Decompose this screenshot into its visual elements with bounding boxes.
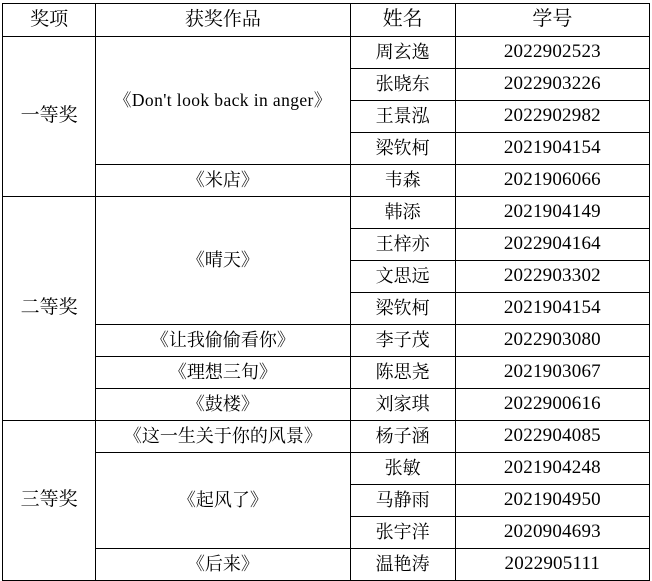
work-cell: 《Don't look back in anger》: [96, 37, 350, 165]
name-cell: 张宇洋: [350, 517, 455, 549]
name-cell: 韦森: [350, 165, 455, 197]
column-header-name: 姓名: [350, 4, 455, 37]
name-cell: 马静雨: [350, 485, 455, 517]
prize-cell-second: 二等奖: [3, 197, 96, 421]
id-cell: 2021904154: [455, 133, 649, 165]
table-row: [3, 165, 650, 197]
work-cell: 《晴天》: [96, 197, 350, 325]
id-cell: 2022905111: [455, 549, 649, 581]
table-row: [3, 197, 650, 229]
id-cell: 2022903080: [455, 325, 649, 357]
name-cell: 文思远: [350, 261, 455, 293]
award-table: [2, 3, 650, 581]
table-row: [3, 453, 650, 485]
column-header-prize: 奖项: [3, 4, 96, 37]
work-cell: 《米店》: [96, 165, 350, 197]
table-row: [3, 37, 650, 69]
id-cell: 2022902523: [455, 37, 649, 69]
id-cell: 2022902982: [455, 101, 649, 133]
work-cell: 《让我偷偷看你》: [96, 325, 350, 357]
name-cell: 李子茂: [350, 325, 455, 357]
table-row: [3, 421, 650, 453]
prize-cell-third: 三等奖: [3, 421, 96, 581]
name-cell: 张敏: [350, 453, 455, 485]
id-cell: 2022903226: [455, 69, 649, 101]
name-cell: 张晓东: [350, 69, 455, 101]
id-cell: 2022904164: [455, 229, 649, 261]
column-header-id: 学号: [455, 4, 649, 37]
id-cell: 2021903067: [455, 357, 649, 389]
name-cell: 梁钦柯: [350, 293, 455, 325]
id-cell: 2022900616: [455, 389, 649, 421]
name-cell: 王景泓: [350, 101, 455, 133]
id-cell: 2022903302: [455, 261, 649, 293]
table-body: [3, 37, 650, 581]
work-cell: 《这一生关于你的风景》: [96, 421, 350, 453]
table-header: [3, 4, 650, 37]
id-cell: 2021904950: [455, 485, 649, 517]
column-header-work: 获奖作品: [96, 4, 350, 37]
work-cell: 《起风了》: [96, 453, 350, 549]
prize-cell-first: 一等奖: [3, 37, 96, 197]
table-row: [3, 549, 650, 581]
id-cell: 2022904085: [455, 421, 649, 453]
name-cell: 周玄逸: [350, 37, 455, 69]
name-cell: 温艳涛: [350, 549, 455, 581]
name-cell: 梁钦柯: [350, 133, 455, 165]
table-row: [3, 389, 650, 421]
work-cell: 《后来》: [96, 549, 350, 581]
name-cell: 韩添: [350, 197, 455, 229]
name-cell: 刘家琪: [350, 389, 455, 421]
name-cell: 杨子涵: [350, 421, 455, 453]
id-cell: 2021904154: [455, 293, 649, 325]
id-cell: 2021906066: [455, 165, 649, 197]
name-cell: 陈思尧: [350, 357, 455, 389]
id-cell: 2021904248: [455, 453, 649, 485]
table-header-row: [3, 4, 650, 37]
id-cell: 2021904149: [455, 197, 649, 229]
work-cell: 《鼓楼》: [96, 389, 350, 421]
name-cell: 王梓亦: [350, 229, 455, 261]
table-row: [3, 325, 650, 357]
table-row: [3, 357, 650, 389]
id-cell: 2020904693: [455, 517, 649, 549]
work-cell: 《理想三旬》: [96, 357, 350, 389]
